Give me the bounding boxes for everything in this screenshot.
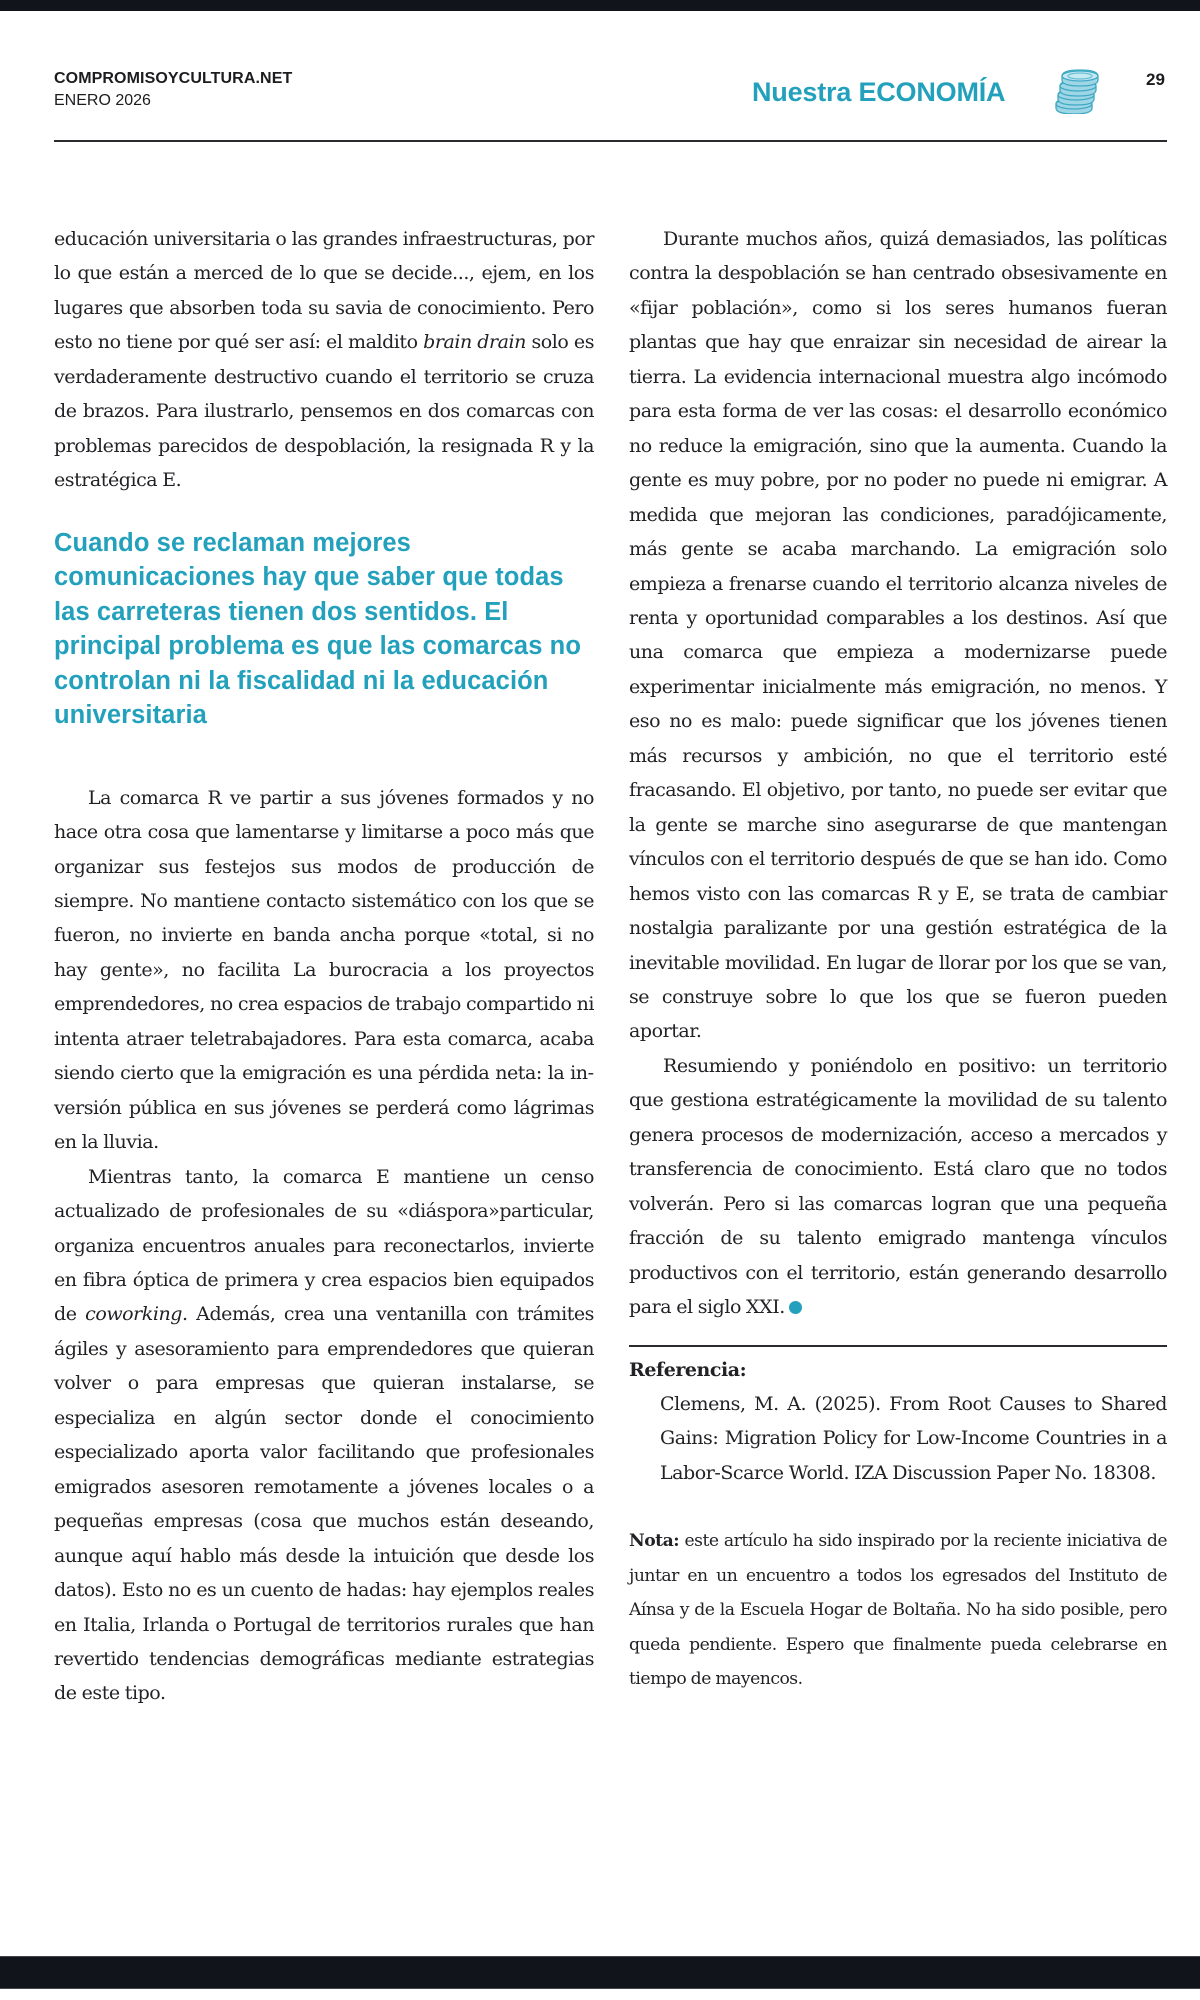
left-column [54,222,594,1711]
reference-divider [629,1345,1167,1347]
right-column [629,222,1167,1697]
reference-citation: Clemens, M. A. (2025). From Root Causes to Shared Gains: Migration Policy for Low-Income Countries in a Labor-Scarce World. IZA Discussion Paper No. 18308. [660,1392,1167,1484]
header-divider [54,140,1167,142]
paragraph: Durante muchos años, quizá demasiados, las políticas contra la despoblación se han centrado obsesivamente en «fijar población», como si los seres humanos fueran plantas que hay que enraizar sin necesidad de airear la tierra. La evidencia internacional muestra algo incómodo para esta forma de ver las cosas: el desarrollo económico no reduce la emigración, sino que la aumenta. Cuando la gente es muy pobre, por no poder no puede ni emigrar. A medida que mejoran las condiciones, paradójicamente, más gente se acaba marchando. La emigración solo empieza a frenarse cuando el territorio alcanza niveles de renta y oportunidad comparables a los destinos. Así que una comarca que empieza a modernizarse puede experimentar inicialmente más emigración, no menos. Y eso no es malo: puede significar que los jóvenes tienen más recursos y ambición, no que el territorio esté fracasando. El objetivo, por tanto, no puede ser evitar que la gente se marche sino asegurarse de que mantengan vínculos con el territorio después de que se han ido. Como hemos visto con las comarcas R y E, se trata de cambiar nostalgia paralizante por una gestión estratégica de la inevitable movilidad. En lugar de llorar por los que se van, se construye sobre lo que los que se fueron pueden aportar. [629,228,1167,1043]
coins-stack-icon [1050,66,1102,114]
paragraph: educación universitaria o las grandes infraestructuras, por lo que están a merced de lo que se decide..., ejem, en los lugares que absorben toda su savia de conocimiento. Pero esto no tiene por qué ser así: el maldito brain drain solo es verdaderamente destructivo cuando el territorio se cruza de brazos. Para ilustrarlo, pensemos en dos comarcas con problemas parecidos de despoblación, la resignada R y la estratégica E. [54,228,594,492]
italic-term: brain drain [423,331,526,354]
section-title: Nuestra ECONOMÍA [752,77,1006,107]
site-name: COMPROMISOYCULTURA.NET [54,70,293,87]
paragraph: Resumiendo y poniéndolo en positivo: un territorio que gestiona estratégicamente la movilidad de su talento genera procesos de modernización, acceso a mercados y transferencia de conocimiento. Está claro que no todos volverán. Pero si las comarcas logran que una pequeña fracción de su talento emigrado mantenga vínculos productivos con el territorio, están generando desarrollo para el siglo XXI. [629,1054,1167,1319]
author-note: Nota: este artículo ha sido inspirado por la reciente iniciativa de juntar en un encuentro a todos los egresados del Instituto de Aínsa y de la Escuela Hogar de Boltaña. No ha sido posible, pero queda pendiente. Espero que finalmente pueda celebrarse en tiempo de mayencos. [629,1531,1167,1690]
issue-date: ENERO 2026 [54,92,151,109]
top-bar [0,0,1200,11]
paragraph: Mientras tanto, la comarca E mantiene un censo actualizado de profesionales de su «diáspora»particular, organiza encuentros anuales para reconectarlos, invierte en fibra óptica de primera y crea espacios bien equipados de coworking. Además, crea una ventanilla con trámites ágiles y asesoramiento para emprendedores que quieran volver o para empresas que quieran instalarse, se especializa en algún sector donde el conocimiento especializado aporta valor facilitando que profesionales emigrados asesoren remotamente a jóvenes locales o a pequeñas empresas (cosa que muchos están deseando, aunque aquí hablo más desde la intuición que desde los datos). Esto no es un cuento de hadas: hay ejemplos reales en Italia, Irlanda o Portugal de territorios rurales que han revertido tendencias demográficas mediante estrategias de este tipo. [54,1165,594,1705]
paragraph: La comarca R ve partir a sus jóvenes formados y no hace otra cosa que lamentarse y limitarse a poco más que organizar sus festejos sus modos de producción de siempre. No mantiene contacto sistemático con los que se fueron, no invierte en banda ancha porque «total, si no hay gente», no facilita La burocracia a los proyectos emprendedores, no crea espacios de trabajo compartido ni intenta atraer teletrabajadores. Para esta comarca, acaba siendo cierto que la emigración es una pérdida neta: la inversión pública en sus jóvenes se perderá como lágrimas en la lluvia. [54,786,594,1154]
pull-quote: Cuando se reclaman mejores comunicaciones hay que saber que todas las carreteras tienen dos sentidos. El principal problema es que las comarcas no controlan ni la fiscalidad ni la educación universitaria [54,528,582,730]
note-label: Nota: [629,1531,680,1552]
reference-heading: Referencia: [629,1358,747,1381]
end-of-article-dot-icon [789,1301,802,1314]
italic-term: coworking [85,1303,182,1326]
page-number: 29 [1146,70,1165,89]
bottom-bar [0,1956,1200,1989]
